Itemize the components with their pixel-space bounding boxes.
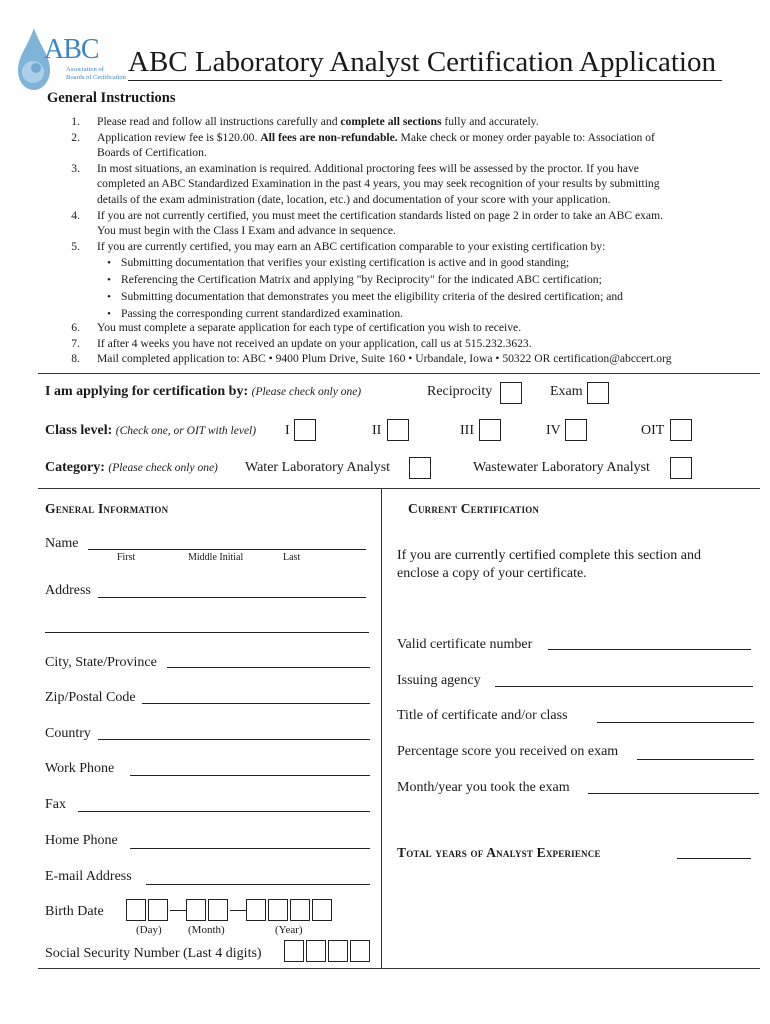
instruction-3c: details of the exam administration (date, location, etc.) and documentation of your score with your application. xyxy=(97,193,611,206)
category-label xyxy=(45,460,218,476)
num-4: 4. xyxy=(71,208,80,222)
address-input-1[interactable] xyxy=(98,597,366,598)
work-phone-input[interactable] xyxy=(130,775,370,776)
zip-label: Zip/Postal Code xyxy=(45,690,136,705)
birth-date-label: Birth Date xyxy=(45,904,104,919)
total-years-input[interactable] xyxy=(677,858,751,859)
year-caption: (Year) xyxy=(275,924,303,936)
class-iii-checkbox[interactable] xyxy=(479,419,501,441)
i1-text-c: fully and accurately. xyxy=(441,115,539,128)
instruction-1 xyxy=(97,114,539,130)
fax-input[interactable] xyxy=(78,811,370,812)
ssn-label: Social Security Number (Last 4 digits) xyxy=(45,946,262,961)
oit-label: OIT xyxy=(641,423,665,438)
bullet-3-text: Submitting documentation that demonstrates you meet the eligibility criteria of the desired certification; and xyxy=(121,290,623,303)
exam-score-input[interactable] xyxy=(637,759,754,760)
bullet-4-text: Passing the corresponding current standardized examination. xyxy=(121,307,404,320)
ssn-box-3[interactable] xyxy=(328,940,348,962)
class-ii-label: II xyxy=(372,423,382,438)
bullet-3 xyxy=(97,289,623,306)
exam-date-label: Month/year you took the exam xyxy=(397,780,570,795)
issuing-agency-label: Issuing agency xyxy=(397,673,481,688)
cert-title-input[interactable] xyxy=(597,722,754,723)
birth-date-separator-2 xyxy=(230,910,246,911)
bullet-1-text: Submitting documentation that verifies your existing certification is active and in good standing; xyxy=(121,256,570,269)
instruction-3a: In most situations, an examination is required. Additional proctoring fees will be assessed by the proctor. If you have xyxy=(97,161,639,175)
month-caption: (Month) xyxy=(188,924,225,936)
instructions-heading: General Instructions xyxy=(47,90,176,106)
address-label: Address xyxy=(45,583,91,598)
issuing-agency-input[interactable] xyxy=(495,686,753,687)
bullet-dot-4: • xyxy=(107,308,111,320)
birth-date-separator-1 xyxy=(170,910,186,911)
ssn-box-1[interactable] xyxy=(284,940,304,962)
i2-text-bold: All fees are non-refundable. xyxy=(260,130,398,144)
water-analyst-label: Water Laboratory Analyst xyxy=(245,460,391,475)
work-phone-label: Work Phone xyxy=(45,761,115,776)
reciprocity-checkbox[interactable] xyxy=(500,382,522,404)
i2-text-a: Application review fee is $120.00. xyxy=(97,130,261,144)
city-label: City, State/Province xyxy=(45,655,157,670)
class-iv-checkbox[interactable] xyxy=(565,419,587,441)
class-level-label xyxy=(45,423,256,439)
bullet-dot-3: • xyxy=(107,291,111,303)
oit-checkbox[interactable] xyxy=(670,419,692,441)
first-name-caption: First xyxy=(117,552,136,563)
cert-title-label: Title of certificate and/or class xyxy=(397,708,568,723)
i1-text-bold: complete all sections xyxy=(340,115,442,128)
wastewater-analyst-label: Wastewater Laboratory Analyst xyxy=(473,460,650,475)
class-i-checkbox[interactable] xyxy=(294,419,316,441)
category-hint: (Please check only one) xyxy=(108,462,218,474)
form-bottom-divider xyxy=(38,968,760,969)
zip-input[interactable] xyxy=(142,703,370,704)
class-iii-label: III xyxy=(460,423,474,438)
last-name-caption: Last xyxy=(283,552,301,563)
day-caption: (Day) xyxy=(136,924,162,936)
class-ii-checkbox[interactable] xyxy=(387,419,409,441)
class-iv-label: IV xyxy=(546,423,561,438)
applying-label xyxy=(45,384,361,400)
instruction-2 xyxy=(97,130,655,146)
birth-year-box-2[interactable] xyxy=(268,899,288,921)
exam-date-input[interactable] xyxy=(588,793,759,794)
general-info-heading: General Information xyxy=(45,501,169,516)
num-6: 6. xyxy=(71,321,80,334)
instruction-5: If you are currently certified, you may earn an ABC certification comparable to your existing certification by: xyxy=(97,239,606,253)
exam-score-label: Percentage score you received on exam xyxy=(397,744,619,759)
instruction-8: Mail completed application to: ABC • 9400 Plum Drive, Suite 160 • Urbandale, Iowa • 50322 OR certification@abccert.org xyxy=(97,352,672,366)
ssn-box-2[interactable] xyxy=(306,940,326,962)
column-divider xyxy=(381,488,382,968)
name-label: Name xyxy=(45,536,79,551)
category-label-text: Category: xyxy=(45,460,105,475)
birth-month-box-1[interactable] xyxy=(186,899,206,921)
current-cert-note-2: enclose a copy of your certificate. xyxy=(397,566,587,581)
bullet-dot-2: • xyxy=(107,274,111,286)
num-3: 3. xyxy=(71,161,80,175)
home-phone-label: Home Phone xyxy=(45,833,118,848)
bullet-1 xyxy=(97,255,569,272)
water-analyst-checkbox[interactable] xyxy=(409,457,431,479)
num-8: 8. xyxy=(71,352,80,366)
current-cert-note-1: If you are currently certified complete this section and xyxy=(397,548,701,563)
instruction-3b: completed an ABC Standardized Examination in the past 4 years, you may seek recognition of your results by submitting xyxy=(97,177,660,191)
exam-checkbox[interactable] xyxy=(587,382,609,404)
cert-number-input[interactable] xyxy=(548,649,751,650)
total-years-label: Total years of Analyst Experience xyxy=(397,845,601,860)
reciprocity-label: Reciprocity xyxy=(427,384,493,399)
fax-label: Fax xyxy=(45,797,66,812)
wastewater-analyst-checkbox[interactable] xyxy=(670,457,692,479)
title-divider xyxy=(128,80,722,81)
address-input-2[interactable] xyxy=(45,632,369,633)
options-bottom-divider xyxy=(38,488,760,489)
i2-text-c: Make check or money order payable to: Association of xyxy=(397,130,655,144)
logo-subtitle-1: Association of xyxy=(66,66,104,73)
birth-year-box-1[interactable] xyxy=(246,899,266,921)
num-1: 1. xyxy=(71,115,80,128)
cert-number-label: Valid certificate number xyxy=(397,637,533,652)
instruction-4b: You must begin with the Class I Exam and advance in sequence. xyxy=(97,224,396,238)
ssn-box-4[interactable] xyxy=(350,940,370,962)
bullet-2 xyxy=(97,272,602,289)
instruction-6: You must complete a separate application for each type of certification you wish to receive. xyxy=(97,321,522,334)
email-input[interactable] xyxy=(146,884,370,885)
i1-text-a: Please read and follow all instructions carefully and xyxy=(97,115,341,128)
birth-month-box-2[interactable] xyxy=(208,899,228,921)
email-label: E-mail Address xyxy=(45,869,132,884)
birth-day-box-1[interactable] xyxy=(126,899,146,921)
instruction-7: If after 4 weeks you have not received an update on your application, call us at 515.232.3623. xyxy=(97,336,532,350)
applying-label-text: I am applying for certification by: xyxy=(45,384,249,399)
page-title: ABC Laboratory Analyst Certification Application xyxy=(128,46,716,78)
bullet-dot-1: • xyxy=(107,257,111,269)
logo-text: ABC xyxy=(44,34,99,65)
current-cert-heading: Current Certification xyxy=(408,501,540,516)
exam-label: Exam xyxy=(550,384,583,399)
instruction-2-cont: Boards of Certification. xyxy=(97,146,207,160)
country-label: Country xyxy=(45,726,91,741)
options-top-divider xyxy=(38,373,760,374)
num-7: 7. xyxy=(71,336,80,350)
middle-initial-caption: Middle Initial xyxy=(188,552,244,563)
class-level-label-text: Class level: xyxy=(45,423,113,438)
class-level-hint: (Check one, or OIT with level) xyxy=(115,425,257,437)
class-i-label: I xyxy=(285,423,290,438)
bullet-2-text: Referencing the Certification Matrix and applying "by Reciprocity" for the indicated ABC certification; xyxy=(121,273,602,286)
birth-year-box-4[interactable] xyxy=(312,899,332,921)
country-input[interactable] xyxy=(98,739,370,740)
name-input[interactable] xyxy=(88,549,366,550)
birth-year-box-3[interactable] xyxy=(290,899,310,921)
applying-hint: (Please check only one) xyxy=(251,386,362,398)
birth-day-box-2[interactable] xyxy=(148,899,168,921)
home-phone-input[interactable] xyxy=(130,848,370,849)
num-2: 2. xyxy=(71,130,80,144)
instruction-4a: If you are not currently certified, you must meet the certification standards listed on page 2 in order to take an ABC exam. xyxy=(97,208,663,222)
num-5: 5. xyxy=(71,240,80,253)
city-input[interactable] xyxy=(167,667,370,668)
logo-subtitle-2: Boards of Certification xyxy=(66,74,126,81)
